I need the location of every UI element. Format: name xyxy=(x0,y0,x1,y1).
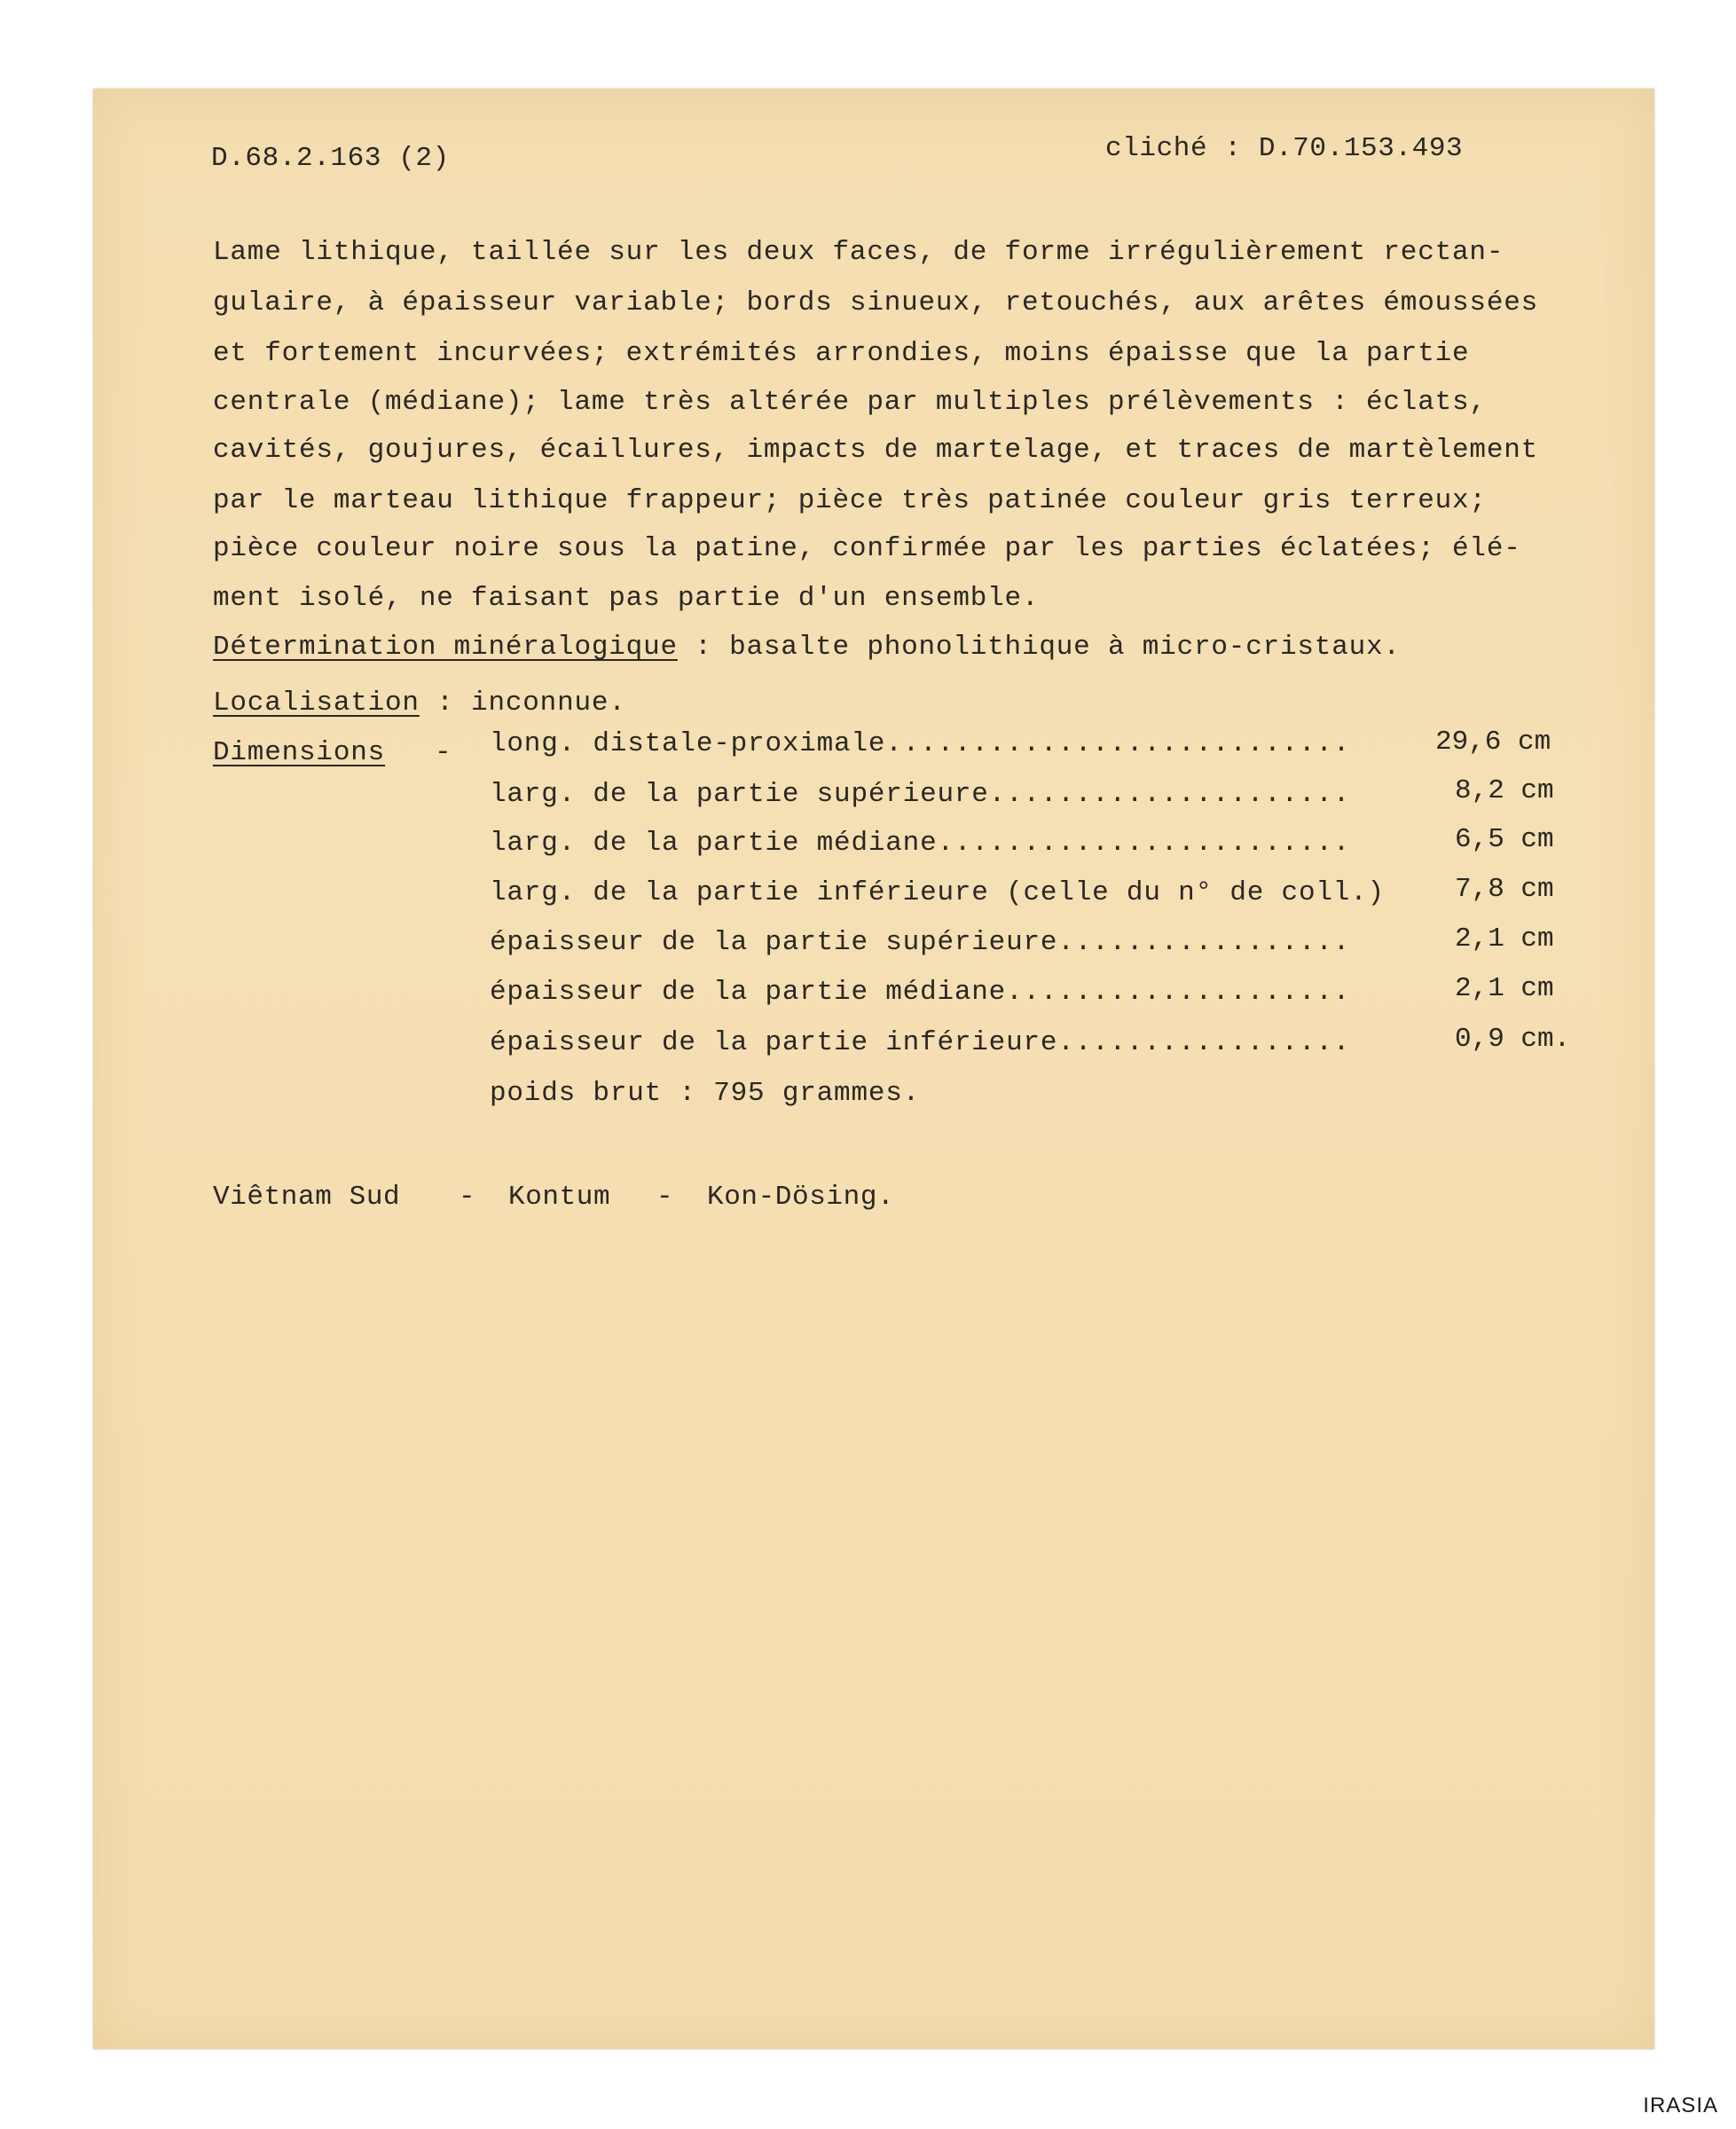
description-line: gulaire, à épaisseur variable; bords sinueux, retouchés, aux arêtes émoussées xyxy=(213,287,1539,318)
location-separator: - xyxy=(459,1182,476,1213)
description-line: Lame lithique, taillée sur les deux faces, de forme irrégulièrement rectan- xyxy=(213,237,1504,268)
dimension-label: épaisseur de la partie supérieure................. xyxy=(490,927,1351,958)
cliche-reference: cliché : D.70.153.493 xyxy=(1105,133,1464,164)
description-line: centrale (médiane); lame très altérée par multiples prélèvements : éclats, xyxy=(213,387,1487,418)
dimension-label: larg. de la partie médiane........................ xyxy=(490,828,1351,859)
dimension-value: 29,6 cm xyxy=(1435,727,1551,758)
mineralogy-value: : basalte phonolithique à micro-cristaux. xyxy=(677,632,1401,663)
dimension-label: épaisseur de la partie médiane.................... xyxy=(490,977,1351,1008)
mineralogy-label: Détermination minéralogique xyxy=(213,632,678,663)
dimension-value: 7,8 cm xyxy=(1455,874,1554,905)
description-line: et fortement incurvées; extrémités arrondies, moins épaisse que la partie xyxy=(213,338,1470,369)
localisation-label: Localisation xyxy=(213,687,420,719)
dimension-label: larg. de la partie supérieure..................... xyxy=(490,779,1351,810)
dimension-value: 0,9 cm. xyxy=(1455,1024,1571,1055)
dimension-value: 2,1 cm xyxy=(1455,973,1554,1004)
reference-number: D.68.2.163 (2) xyxy=(211,143,450,174)
localisation-line xyxy=(213,689,626,717)
dimension-value: 6,5 cm xyxy=(1455,824,1554,855)
dimensions-label: Dimensions xyxy=(213,737,386,768)
description-line: cavités, goujures, écaillures, impacts de martelage, et traces de martèlement xyxy=(213,435,1539,466)
typed-document-sheet xyxy=(93,89,1654,2049)
description-line: ment isolé, ne faisant pas partie d'un ensemble. xyxy=(213,583,1040,614)
dimension-label: long. distale-proximale........................... xyxy=(490,728,1351,759)
dimension-value: 2,1 cm xyxy=(1455,923,1554,955)
dimension-value: 8,2 cm xyxy=(1455,775,1554,806)
irasia-watermark: IRASIA xyxy=(1643,2094,1718,2117)
location-site: Kon-Dösing. xyxy=(707,1182,895,1213)
mineralogy-line xyxy=(213,633,1401,661)
dimension-label: larg. de la partie inférieure (celle du n° de coll.) xyxy=(490,877,1385,908)
description-line: par le marteau lithique frappeur; pièce très patinée couleur gris terreux; xyxy=(213,485,1487,516)
location-province: Kontum xyxy=(508,1182,611,1213)
description-line: pièce couleur noire sous la patine, confirmée par les parties éclatées; élé- xyxy=(213,533,1521,564)
localisation-value: : inconnue. xyxy=(419,687,626,719)
location-separator: - xyxy=(656,1182,674,1213)
dimensions-dash: - xyxy=(435,737,452,768)
weight-line: poids brut : 795 grammes. xyxy=(490,1078,921,1109)
location-country: Viêtnam Sud xyxy=(213,1182,401,1213)
dimension-label: épaisseur de la partie inférieure................. xyxy=(490,1027,1351,1058)
